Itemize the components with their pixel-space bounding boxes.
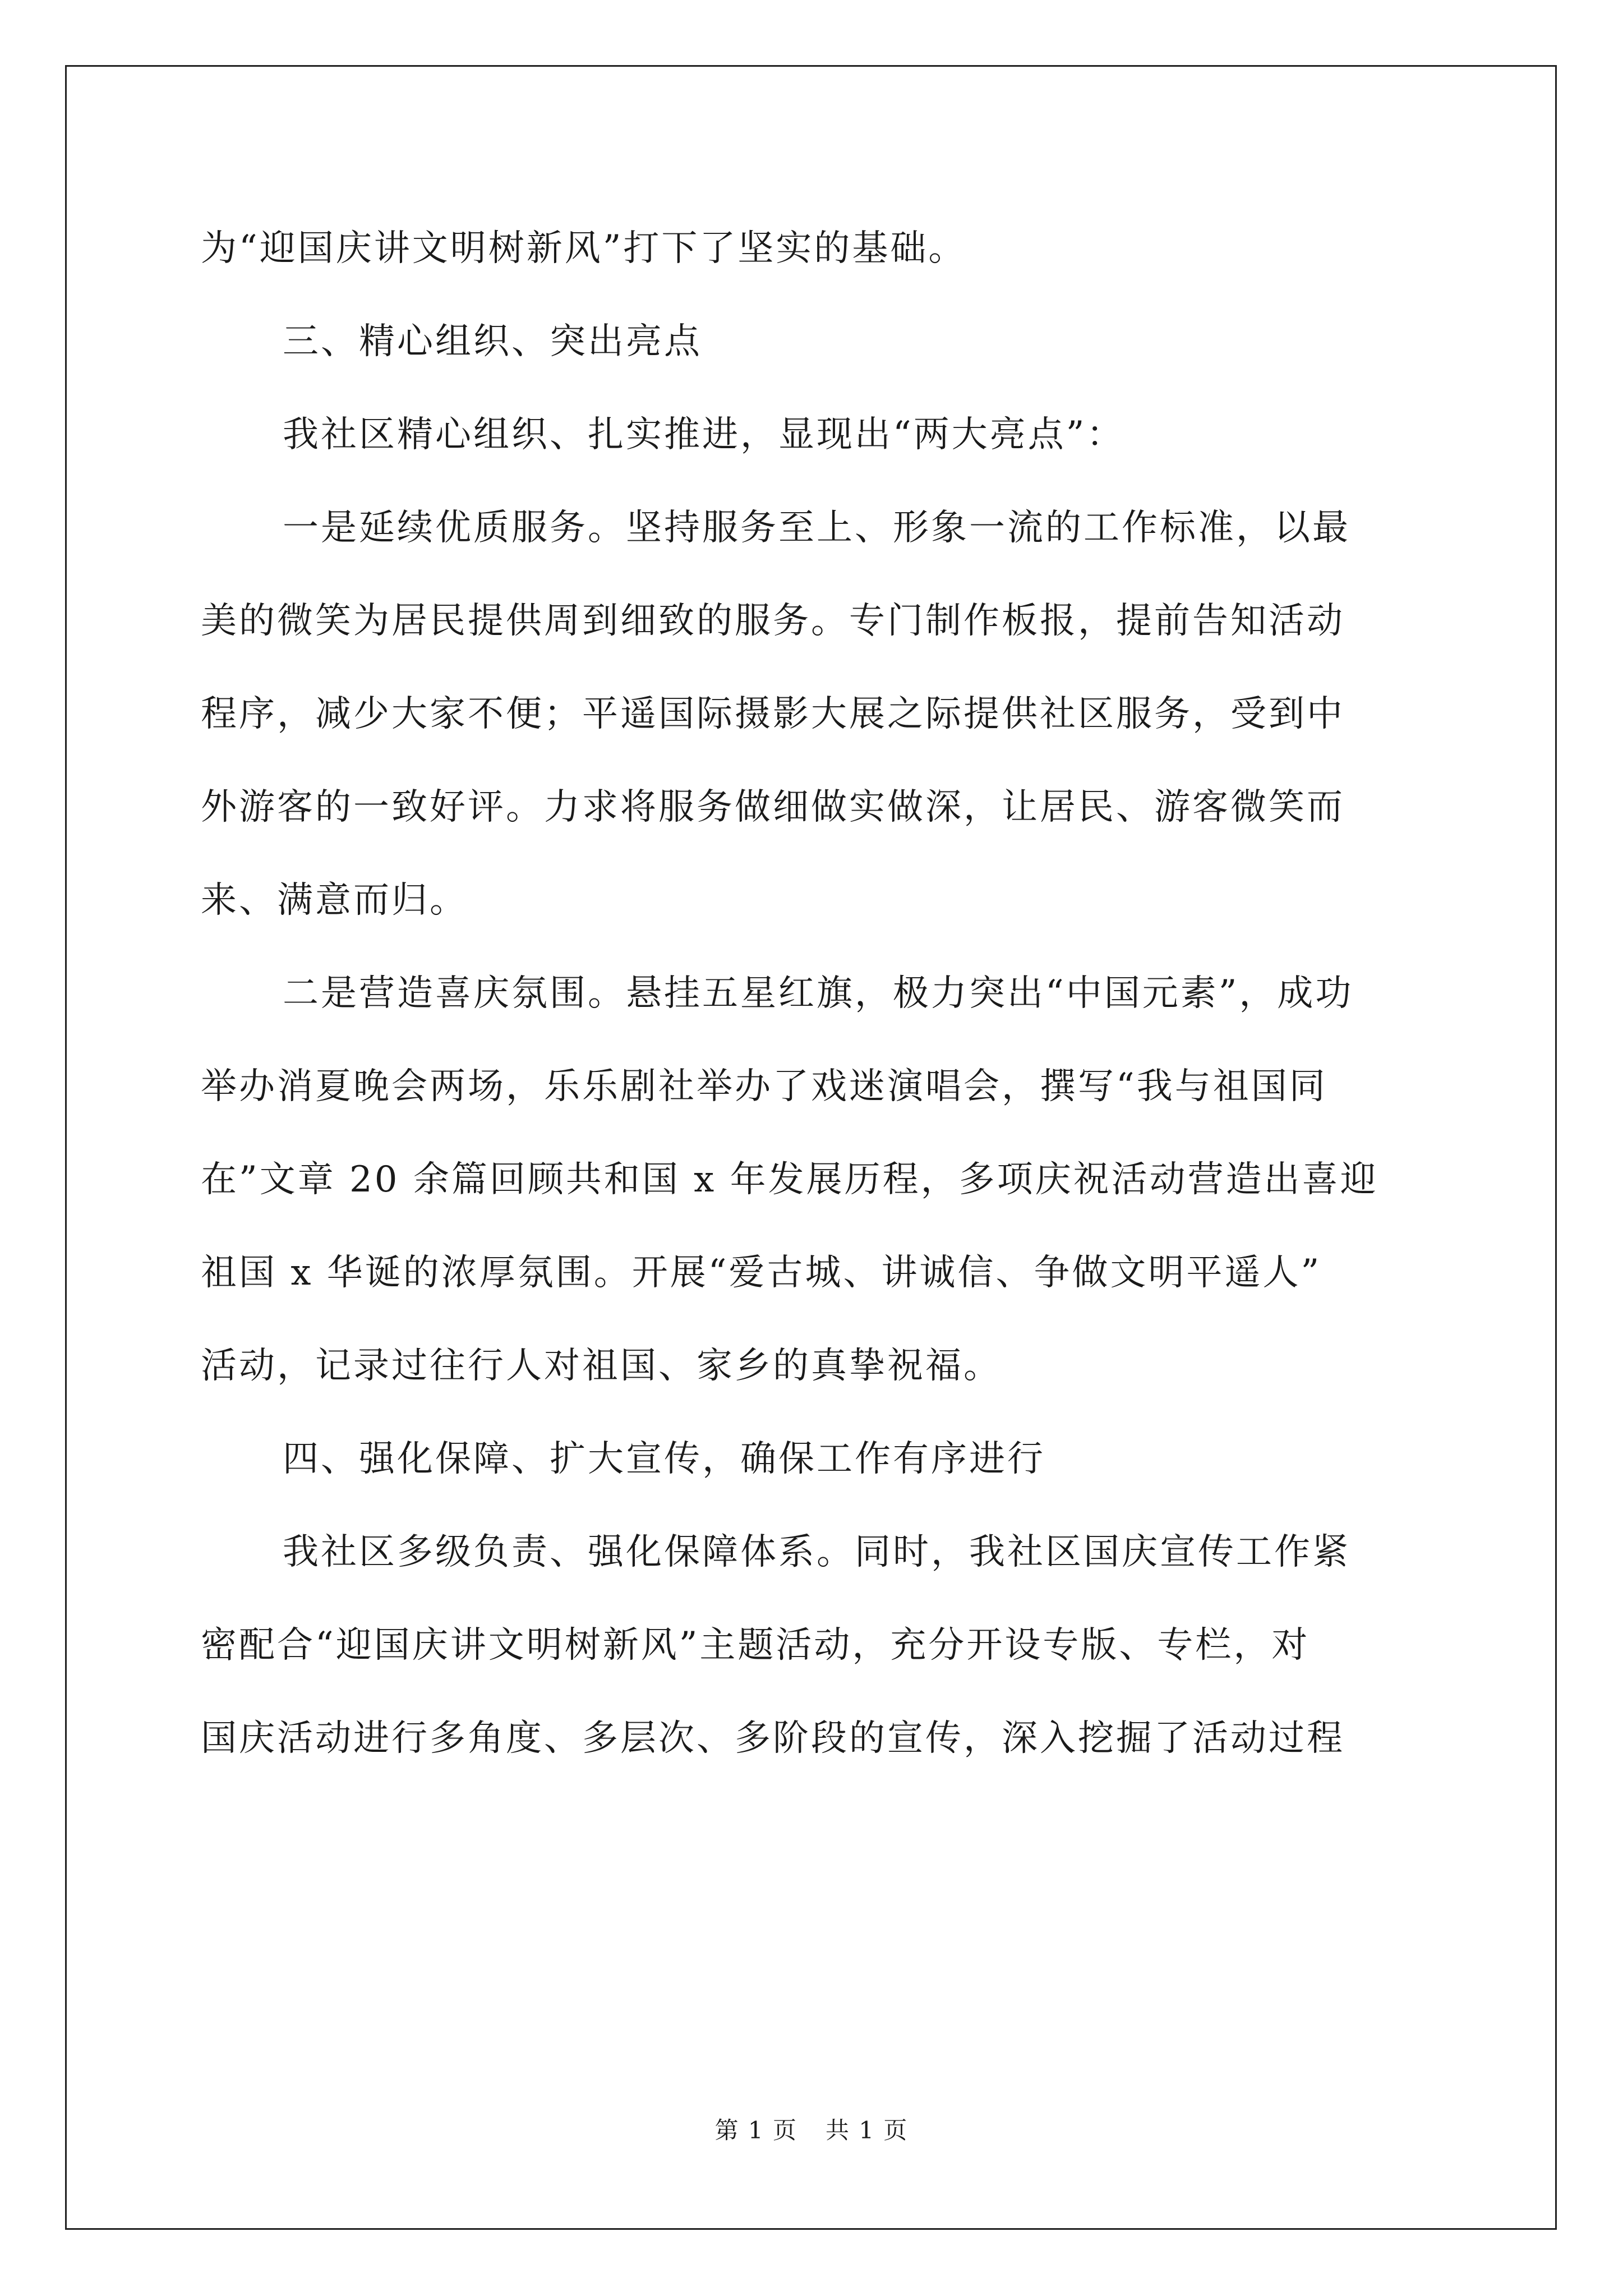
body-line: 二是营造喜庆氛围。悬挂五星红旗，极力突出“中国元素”，成功 [283,973,1354,1014]
body-line: 我社区多级负责、强化保障体系。同时，我社区国庆宣传工作紧 [283,1531,1350,1573]
body-line: 祖国 x 华诞的浓厚氛围。开展“爱古城、讲诚信、争做文明平遥人” [201,1252,1322,1294]
page-number: 第 1 页 [714,2116,797,2144]
body-line: 一是延续优质服务。坚持服务至上、形象一流的工作标准，以最 [283,507,1350,549]
document-body [201,202,1429,1785]
body-line: 程序，减少大家不便；平遥国际摄影大展之际提供社区服务，受到中 [201,693,1345,735]
body-line: 活动，记录过往行人对祖国、家乡的真挚祝福。 [201,1345,1002,1387]
section-heading: 四、强化保障、扩大宣传，确保工作有序进行 [283,1438,1045,1480]
body-line: 我社区精心组织、扎实推进，显现出“两大亮点”： [283,414,1125,455]
body-line: 在”文章 20 余篇回顾共和国 x 年发展历程，多项庆祝活动营造出喜迎 [201,1159,1378,1200]
body-line: 外游客的一致好评。力求将服务做细做实做深，让居民、游客微笑而 [201,786,1345,828]
body-line: 来、满意而归。 [201,880,468,921]
body-line: 为“迎国庆讲文明树新风”打下了坚实的基础。 [201,228,967,269]
body-line: 美的微笑为居民提供周到细致的服务。专门制作板报，提前告知活动 [201,600,1345,642]
body-line: 国庆活动进行多角度、多层次、多阶段的宣传，深入挖掘了活动过程 [201,1718,1345,1759]
body-line: 密配合“迎国庆讲文明树新风”主题活动，充分开设专版、专栏，对 [201,1625,1310,1666]
page-footer [0,2114,1623,2147]
section-heading: 三、精心组织、突出亮点 [283,321,702,362]
body-line: 举办消夏晚会两场，乐乐剧社举办了戏迷演唱会，撰写“我与祖国同 [201,1066,1327,1107]
page-total: 共 1 页 [826,2116,909,2144]
